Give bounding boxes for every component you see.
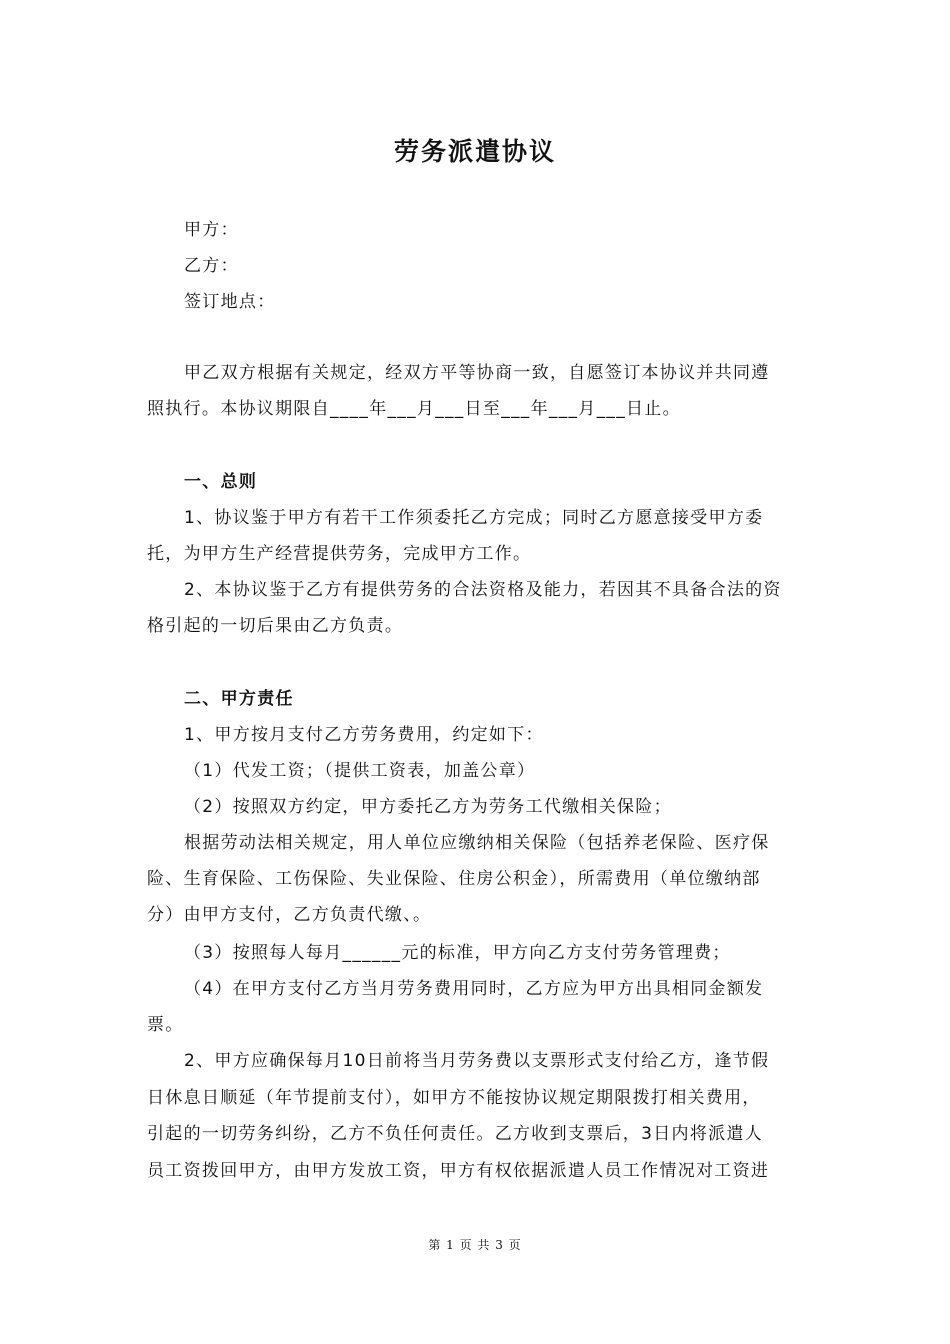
section2-line: 1、甲方按月支付乙方劳务费用，约定如下： — [184, 725, 544, 745]
section2-line: 员工资拨回甲方，由甲方发放工资，甲方有权依据派遣人员工作情况对工资进 — [147, 1161, 770, 1181]
section2-line: 险、生育保险、工伤保险、失业保险、住房公积金），所需费用（单位缴纳部 — [147, 869, 761, 889]
section2-line: 票。 — [147, 1015, 184, 1035]
intro-line: 照执行。本协议期限自____年___月___日至___年___月___日止。 — [147, 399, 681, 419]
section2-line: 引起的一切劳务纠纷，乙方不负任何责任。乙方收到支票后，3日内将派遣人 — [147, 1124, 764, 1144]
section2-line: 日休息日顺延（年节提前支付），如甲方不能按协议规定期限拨打相关费用， — [147, 1088, 761, 1108]
document-title: 劳务派遣协议 — [393, 137, 556, 166]
section2-line: （4）在甲方支付乙方当月劳务费用同时，乙方应为甲方出具相同金额发 — [184, 979, 764, 999]
section2-line: （3）按照每人每月______元的标准，甲方向乙方支付劳务管理费； — [184, 943, 731, 963]
section1-line: 2、本协议鉴于乙方有提供劳务的合法资格及能力，若因其不具备合法的资 — [184, 580, 782, 600]
party-a-label: 甲方： — [184, 220, 239, 240]
section2-line: （2）按照双方约定，甲方委托乙方为劳务工代缴相关保险； — [184, 797, 672, 817]
page-number: 第 1 页 共 3 页 — [428, 1238, 522, 1252]
section2-line: 2、甲方应确保每月10日前将当月劳务费以支票形式支付给乙方，逢节假 — [184, 1051, 770, 1071]
section1-line: 格引起的一切后果由乙方负责。 — [147, 616, 404, 636]
section2-heading: 二、甲方责任 — [184, 689, 294, 709]
section2-line: 分）由甲方支付，乙方负责代缴、。 — [147, 905, 432, 925]
section1-heading: 一、总则 — [184, 472, 258, 492]
section2-line: 根据劳动法相关规定，用人单位应缴纳相关保险（包括养老保险、医疗保 — [184, 833, 770, 853]
intro-line: 甲乙双方根据有关规定，经双方平等协商一致，自愿签订本协议并共同遵 — [184, 363, 770, 383]
party-b-label: 乙方： — [184, 256, 239, 276]
section1-line: 1、协议鉴于甲方有若干工作须委托乙方完成；同时乙方愿意接受甲方委 — [184, 508, 764, 528]
signing-place-label: 签订地点： — [184, 292, 276, 312]
section1-line: 托，为甲方生产经营提供劳务，完成甲方工作。 — [147, 544, 532, 564]
section2-line: （1）代发工资；（提供工资表，加盖公章） — [184, 761, 536, 781]
